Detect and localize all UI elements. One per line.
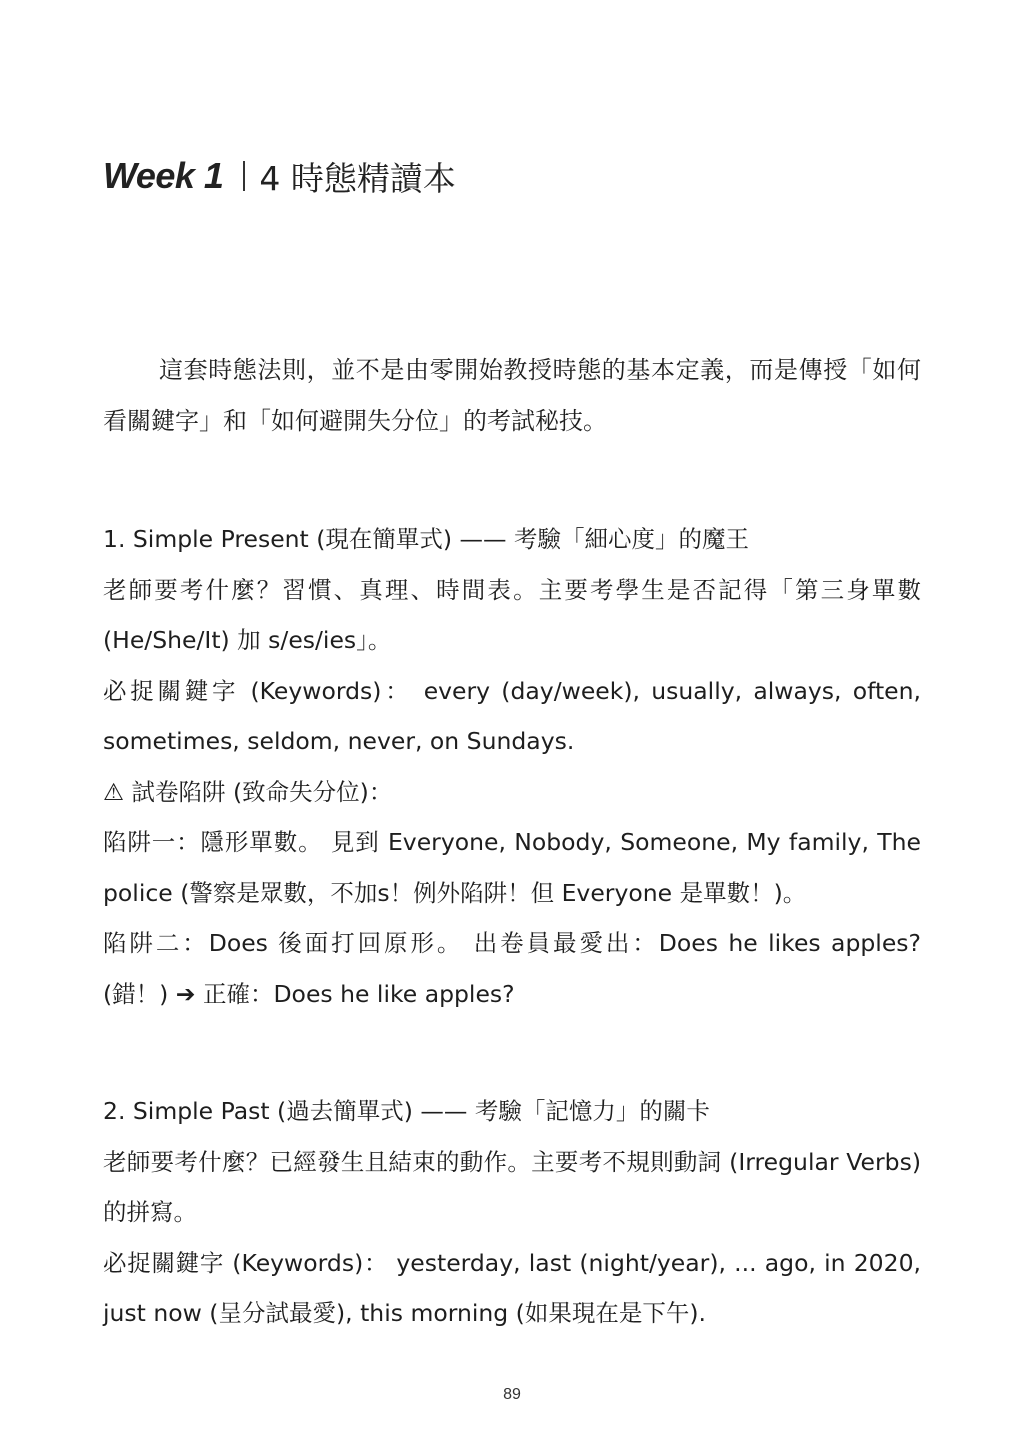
section-simple-present xyxy=(103,514,921,1019)
header-divider xyxy=(243,161,245,191)
page-header xyxy=(103,148,456,204)
section-title: 2. Simple Past (過去簡單式) —— 考驗「記憶力」的關卡 xyxy=(103,1097,710,1125)
page-body xyxy=(103,345,921,1339)
teacher-tests-text: 老師要考什麼？已經發生且結束的動作。主要考不規則動詞 (Irregular Verbs) 的拼寫。 xyxy=(103,1147,921,1226)
trap-2-text: 陷阱二：Does 後面打回原形。 出卷員最愛出：Does he likes apples? (錯！) ➔ 正確：Does he like apples? xyxy=(103,929,921,1008)
section-simple-past xyxy=(103,1086,921,1339)
section-title: 1. Simple Present (現在簡單式) —— 考驗「細心度」的魔王 xyxy=(103,525,750,553)
page-number: 89 xyxy=(503,1386,521,1403)
week-label: Week 1 xyxy=(103,155,224,196)
teacher-tests-text: 老師要考什麼？習慣、真理、時間表。主要考學生是否記得「第三身單數 (He/She/It) 加 s/es/ies」。 xyxy=(103,575,921,654)
trap-heading: ⚠ 試卷陷阱 (致命失分位)： xyxy=(103,777,393,806)
keywords-text: 必捉關鍵字 (Keywords)： yesterday, last (night/year), ... ago, in 2020, just now (呈分試最愛), this morning (如果現在是下午). xyxy=(103,1248,921,1327)
intro-paragraph: 這套時態法則，並不是由零開始教授時態的基本定義，而是傳授「如何看關鍵字」和「如何避開失分位」的考試秘技。 xyxy=(103,356,921,435)
keywords-text: 必捉關鍵字 (Keywords)： every (day/week), usually, always, often, sometimes, seldom, never, on Sundays. xyxy=(103,676,921,755)
chapter-title: 4 時態精讀本 xyxy=(259,158,456,198)
trap-1-text: 陷阱一：隱形單數。 見到 Everyone, Nobody, Someone, My family, The police (警察是眾數，不加s！例外陷阱！但 Everyone 是單數！)。 xyxy=(103,828,921,907)
